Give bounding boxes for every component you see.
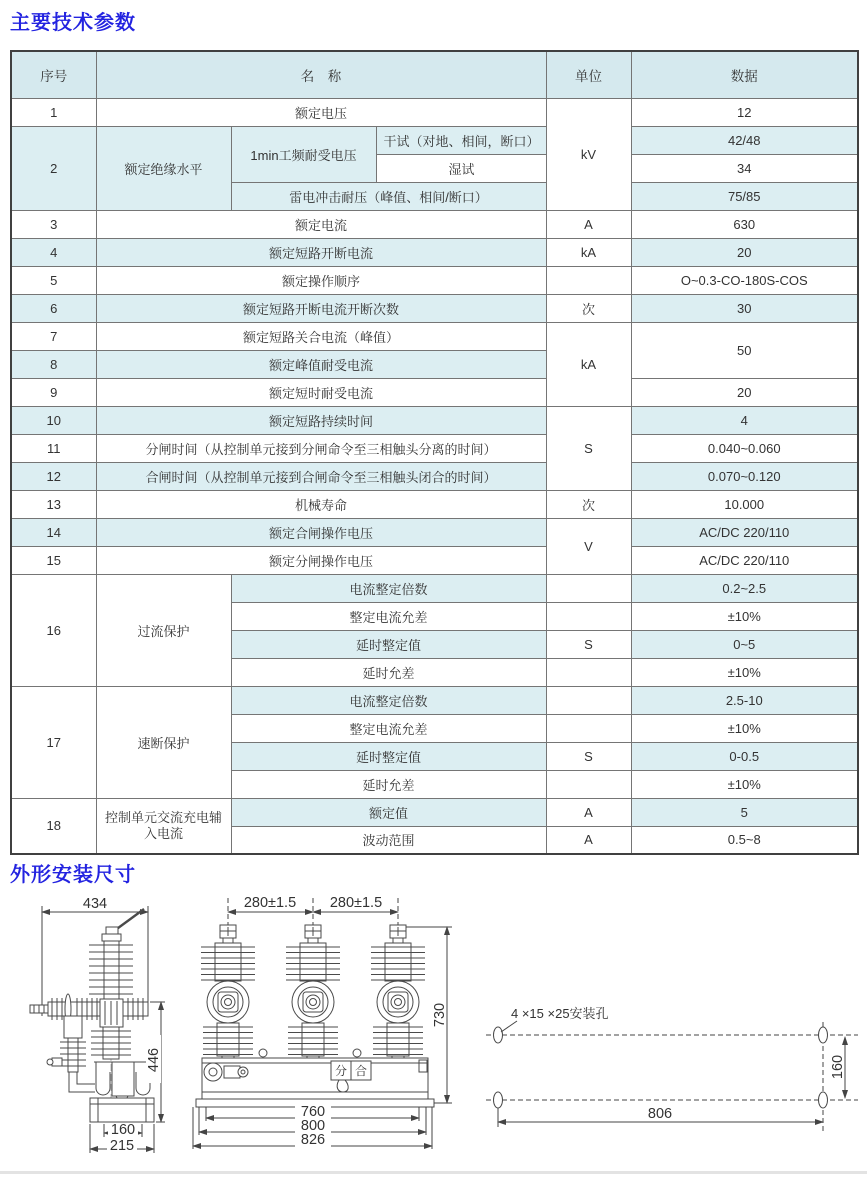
cell-no: 2 bbox=[11, 126, 96, 210]
table-row bbox=[11, 574, 858, 602]
cell-data: 630 bbox=[631, 210, 858, 238]
cell-unit: S bbox=[546, 742, 631, 770]
cell-data: AC/DC 220/110 bbox=[631, 546, 858, 574]
header-unit: 单位 bbox=[546, 51, 631, 98]
cell-no: 9 bbox=[11, 378, 96, 406]
cell-no: 18 bbox=[11, 798, 96, 854]
cell-no: 14 bbox=[11, 518, 96, 546]
cell-data: 2.5-10 bbox=[631, 686, 858, 714]
cell-no: 10 bbox=[11, 406, 96, 434]
cell-name: 额定操作顺序 bbox=[96, 266, 546, 294]
cell-unit: kA bbox=[546, 238, 631, 266]
cell-no: 7 bbox=[11, 322, 96, 350]
cell-unit bbox=[546, 574, 631, 602]
cell-data: 4 bbox=[631, 406, 858, 434]
cell-name: 额定电流 bbox=[96, 210, 546, 238]
cell-group: 速断保护 bbox=[96, 686, 231, 798]
cell-item: 整定电流允差 bbox=[231, 714, 546, 742]
cell-item: 湿试 bbox=[376, 154, 546, 182]
cell-item: 电流整定倍数 bbox=[231, 686, 546, 714]
cell-name: 额定合闸操作电压 bbox=[96, 518, 546, 546]
cell-name: 额定短路关合电流（峰值） bbox=[96, 322, 546, 350]
cell-data: 50 bbox=[631, 322, 858, 378]
cell-item: 整定电流允差 bbox=[231, 602, 546, 630]
cell-data: 20 bbox=[631, 238, 858, 266]
cell-unit bbox=[546, 658, 631, 686]
dim-label-760: 760 bbox=[300, 1104, 326, 1120]
table-row bbox=[11, 798, 858, 826]
cell-unit bbox=[546, 714, 631, 742]
cell-group: 控制单元交流充电辅入电流 bbox=[96, 798, 231, 854]
cell-item: 额定值 bbox=[231, 798, 546, 826]
cell-item: 波动范围 bbox=[231, 826, 546, 854]
cell-unit bbox=[546, 602, 631, 630]
dim-label-pitch-left: 280±1.5 bbox=[243, 895, 297, 911]
table-row bbox=[11, 98, 858, 126]
dimension-drawings bbox=[0, 893, 867, 1168]
dim-label-446: 446 bbox=[146, 1047, 162, 1073]
cell-data: ±10% bbox=[631, 714, 858, 742]
dim-label-730: 730 bbox=[432, 1002, 448, 1028]
cell-item: 延时整定值 bbox=[231, 742, 546, 770]
cell-data: 75/85 bbox=[631, 182, 858, 210]
cell-name: 合闸时间（从控制单元接到合闸命令至三相触头闭合的时间） bbox=[96, 462, 546, 490]
table-row bbox=[11, 406, 858, 434]
bushing-middle bbox=[286, 925, 340, 1059]
header-no: 序号 bbox=[11, 51, 96, 98]
cell-data: 20 bbox=[631, 378, 858, 406]
cell-name: 额定分闸操作电压 bbox=[96, 546, 546, 574]
cell-no: 6 bbox=[11, 294, 96, 322]
cell-unit: kA bbox=[546, 322, 631, 406]
table-row bbox=[11, 266, 858, 294]
table-row bbox=[11, 294, 858, 322]
cell-data: 0.5~8 bbox=[631, 826, 858, 854]
cell-data: 5 bbox=[631, 798, 858, 826]
dim-label-160-holes: 160 bbox=[830, 1054, 846, 1080]
dim-label-826: 826 bbox=[300, 1132, 326, 1148]
table-row bbox=[11, 210, 858, 238]
dim-label-806: 806 bbox=[647, 1106, 673, 1122]
table-row bbox=[11, 546, 858, 574]
cell-data: 12 bbox=[631, 98, 858, 126]
indicator-close-label: 合 bbox=[354, 1064, 368, 1078]
table-row bbox=[11, 462, 858, 490]
table-row bbox=[11, 322, 858, 350]
cell-no: 17 bbox=[11, 686, 96, 798]
cell-data: 0-0.5 bbox=[631, 742, 858, 770]
table-row bbox=[11, 518, 858, 546]
cell-unit: A bbox=[546, 798, 631, 826]
table-header-row bbox=[11, 51, 858, 98]
cell-unit: kV bbox=[546, 98, 631, 210]
cell-group: 过流保护 bbox=[96, 574, 231, 686]
cell-name: 额定短路开断电流 bbox=[96, 238, 546, 266]
cell-no: 12 bbox=[11, 462, 96, 490]
cell-unit: 次 bbox=[546, 490, 631, 518]
cell-no: 1 bbox=[11, 98, 96, 126]
indicator-open-label: 分 bbox=[334, 1064, 348, 1078]
bushing-right bbox=[371, 925, 425, 1059]
header-data: 数据 bbox=[631, 51, 858, 98]
cell-data: 0.040~0.060 bbox=[631, 434, 858, 462]
table-row bbox=[11, 378, 858, 406]
cell-item: 电流整定倍数 bbox=[231, 574, 546, 602]
cell-no: 4 bbox=[11, 238, 96, 266]
cell-name: 额定短路开断电流开断次数 bbox=[96, 294, 546, 322]
cell-name: 额定电压 bbox=[96, 98, 546, 126]
cell-name: 额定短时耐受电流 bbox=[96, 378, 546, 406]
page-bottom-divider bbox=[0, 1171, 867, 1174]
front-view-drawing bbox=[193, 895, 452, 1149]
cell-name: 分闸时间（从控制单元接到分闸命令至三相触头分离的时间） bbox=[96, 434, 546, 462]
mounting-holes-drawing bbox=[486, 1006, 858, 1132]
cell-data: O~0.3-CO-180S-COS bbox=[631, 266, 858, 294]
cell-data: 0~5 bbox=[631, 630, 858, 658]
section-title-parameters: 主要技术参数 bbox=[10, 12, 136, 34]
side-view-drawing bbox=[30, 896, 165, 1154]
dim-label-434: 434 bbox=[82, 896, 108, 912]
cell-data: 30 bbox=[631, 294, 858, 322]
cell-unit: S bbox=[546, 630, 631, 658]
dim-label-800: 800 bbox=[300, 1118, 326, 1134]
cell-data: ±10% bbox=[631, 602, 858, 630]
table-row bbox=[11, 686, 858, 714]
cell-data: 10.000 bbox=[631, 490, 858, 518]
cell-no: 5 bbox=[11, 266, 96, 294]
cell-subgroup: 1min工频耐受电压 bbox=[231, 126, 376, 182]
cell-data: ±10% bbox=[631, 658, 858, 686]
cell-data: ±10% bbox=[631, 770, 858, 798]
cell-data: 34 bbox=[631, 154, 858, 182]
cell-data: 0.070~0.120 bbox=[631, 462, 858, 490]
cell-unit: A bbox=[546, 826, 631, 854]
cell-unit: V bbox=[546, 518, 631, 574]
cell-item: 延时允差 bbox=[231, 770, 546, 798]
dim-label-pitch-right: 280±1.5 bbox=[329, 895, 383, 911]
cell-group: 额定绝缘水平 bbox=[96, 126, 231, 210]
table-row bbox=[11, 126, 858, 154]
cell-unit: S bbox=[546, 406, 631, 490]
cell-item: 延时允差 bbox=[231, 658, 546, 686]
table-row bbox=[11, 434, 858, 462]
cell-item: 雷电冲击耐压（峰值、相间/断口） bbox=[231, 182, 546, 210]
mounting-hole-label: 4 ×15 ×25安装孔 bbox=[511, 1006, 609, 1021]
spec-table bbox=[10, 50, 859, 855]
cell-no: 11 bbox=[11, 434, 96, 462]
dim-label-215: 215 bbox=[109, 1138, 135, 1154]
dim-label-160-base: 160 bbox=[110, 1122, 136, 1138]
cell-no: 13 bbox=[11, 490, 96, 518]
bushing-left bbox=[201, 925, 255, 1059]
cell-no: 3 bbox=[11, 210, 96, 238]
cell-data: 0.2~2.5 bbox=[631, 574, 858, 602]
cell-no: 15 bbox=[11, 546, 96, 574]
cell-unit bbox=[546, 686, 631, 714]
cell-no: 8 bbox=[11, 350, 96, 378]
cell-name: 额定短路持续时间 bbox=[96, 406, 546, 434]
cell-unit: 次 bbox=[546, 294, 631, 322]
cell-data: AC/DC 220/110 bbox=[631, 518, 858, 546]
table-row bbox=[11, 490, 858, 518]
cell-unit bbox=[546, 266, 631, 294]
cell-item: 延时整定值 bbox=[231, 630, 546, 658]
cell-name: 机械寿命 bbox=[96, 490, 546, 518]
cell-no: 16 bbox=[11, 574, 96, 686]
table-row bbox=[11, 238, 858, 266]
cell-data: 42/48 bbox=[631, 126, 858, 154]
cell-unit bbox=[546, 770, 631, 798]
cell-unit: A bbox=[546, 210, 631, 238]
cell-name: 额定峰值耐受电流 bbox=[96, 350, 546, 378]
section-title-dimensions: 外形安装尺寸 bbox=[10, 864, 136, 886]
cell-item: 干试（对地、相间，断口） bbox=[376, 126, 546, 154]
header-name: 名 称 bbox=[96, 51, 546, 98]
